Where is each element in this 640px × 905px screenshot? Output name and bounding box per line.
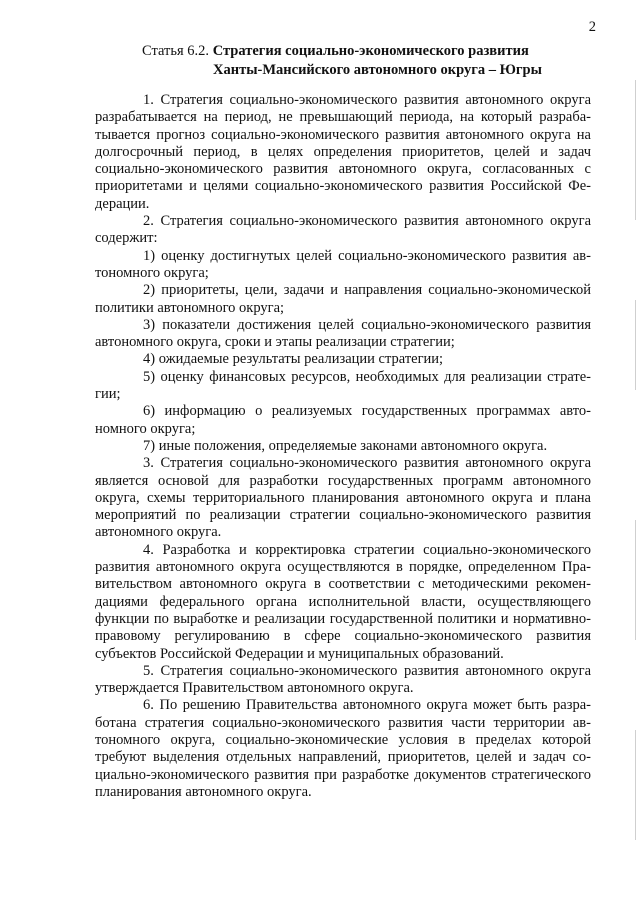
list-item-2: 2) приоритеты, цели, задачи и направления социально-экономической политики автономного округа; — [95, 282, 591, 316]
paragraph-1: 1. Стратегия социально-экономического развития автономного округа разрабатывается на период, не превышающий периода, на который разрабатывается прогноз социально-экономического развития автономного округа на долгосрочный период, в целях определения приоритетов, целей и задач социально-экономического развития автономного округа, согласованных с приоритетами и целями социально-экономического развития Российской Федерации. — [95, 92, 591, 212]
article-title-part-2: Ханты-Мансийского автономного округа – Югры — [213, 62, 542, 78]
list-item-3: 3) показатели достижения целей социально-экономического развития автономного округа, сроки и этапы реализации стратегии; — [95, 316, 591, 351]
article-heading — [96, 42, 596, 80]
page-number: 2 — [588, 19, 596, 35]
article-title-part-1: Стратегия социально-экономического развития — [212, 43, 529, 59]
list-item-1: 1) оценку достигнутых целей социально-экономического развития автономного округа; — [95, 247, 591, 281]
paragraph-4: 4. Разработка и корректировка стратегии социально-экономического развития автономного округа осуществляются в порядке, определенном Правительством автономного округа в соответствии с методическими рекомендациями федерального органа исполнительной власти, осуществляющего функции по выработке и реализации государственной политики и нормативно-правовому регулированию в сфере социально-экономического развития субъектов Российской Федерации и муниципальных образований. — [95, 541, 591, 662]
list-item-6: 6) информацию о реализуемых государственных программах автономного округа; — [95, 403, 591, 437]
scan-edge-mark — [635, 520, 636, 640]
list-item-4: 4) ожидаемые результаты реализации стратегии; — [143, 351, 444, 368]
article-heading-line-1 — [96, 42, 596, 61]
list-item-7: 7) иные положения, определяемые законами автономного округа. — [143, 437, 548, 454]
article-body — [95, 92, 591, 801]
scan-edge-mark — [635, 80, 636, 220]
scan-edge-mark — [635, 730, 636, 840]
paragraph-5: 5. Стратегия социально-экономического развития автономного округа утверждается Правительством автономного округа. — [95, 662, 591, 697]
article-number: Статья 6.2. — [142, 43, 210, 59]
scan-edge-mark — [635, 300, 636, 390]
list-item-5: 5) оценку финансовых ресурсов, необходимых для реализации стратегии; — [95, 368, 591, 403]
paragraph-6: 6. По решению Правительства автономного округа может быть разработана стратегия социально-экономического развития части территории автономного округа, социально-экономические условия в пределах которой требуют выделения отдельных направлений, приоритетов, целей и задач социально-экономического развития при разработке документов стратегического планирования автономного округа. — [95, 697, 591, 800]
paragraph-3: 3. Стратегия социально-экономического развития автономного округа является основой для разработки государственных программ автономного округа, схемы территориального планирования автономного округа и плана мероприятий по реализации стратегии социально-экономического развития автономного округа. — [95, 455, 591, 541]
paragraph-2: 2. Стратегия социально-экономического развития автономного округа содержит: — [95, 213, 591, 247]
